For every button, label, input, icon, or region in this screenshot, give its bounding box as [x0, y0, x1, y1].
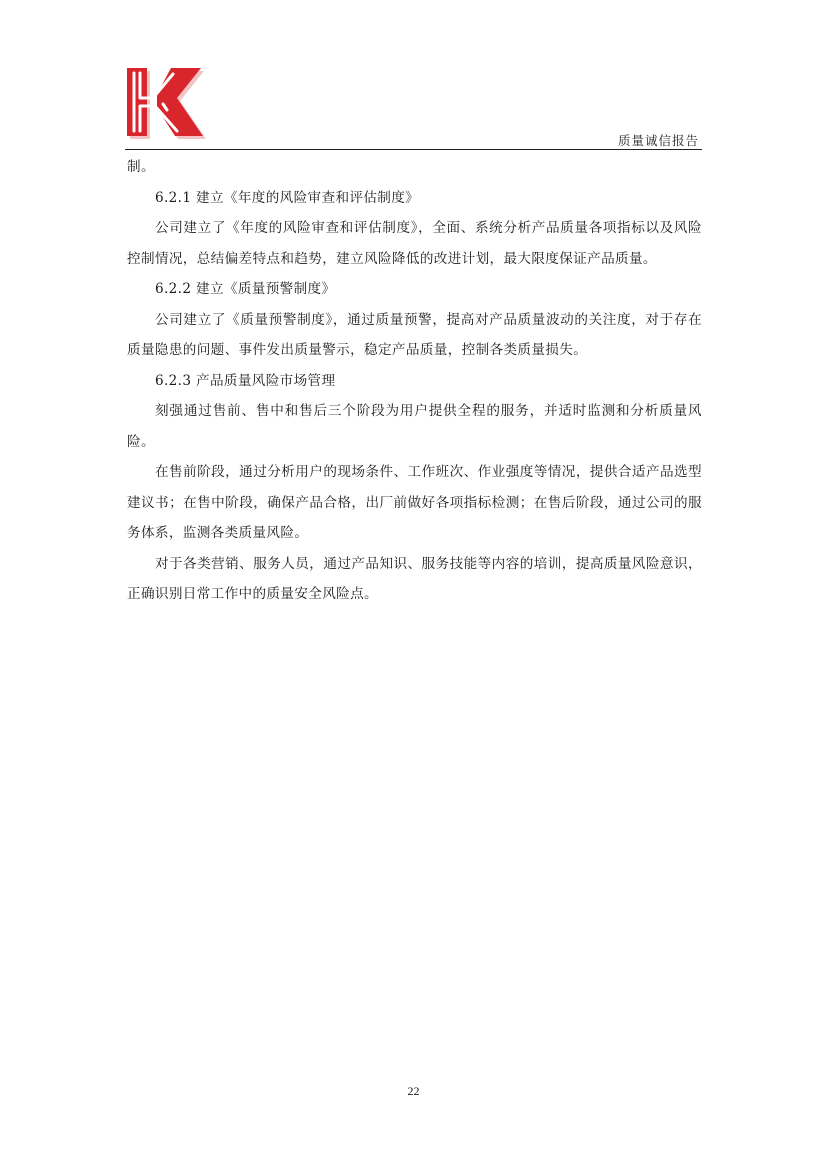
section-paragraph: 在售前阶段，通过分析用户的现场条件、工作班次、作业强度等情况，提供合适产品选型建议书；在售中阶段，确保产品合格，出厂前做好各项指标检测；在售后阶段，通过公司的服务体系，监测各类质量风险。 [127, 464, 702, 541]
report-header-title: 质量诚信报告 [617, 133, 699, 148]
continuation-text: 制。 [127, 159, 155, 175]
section-heading-6-2-1: 6.2.1 建立《年度的风险审查和评估制度》 [155, 189, 420, 206]
section-heading-6-2-2: 6.2.2 建立《质量预警制度》 [155, 281, 336, 297]
document-body [127, 152, 702, 610]
page-number: 22 [407, 1084, 420, 1098]
section-paragraph: 公司建立了《年度的风险审查和评估制度》，全面、系统分析产品质量各项指标以及风险控制情况，总结偏差特点和趋势，建立风险降低的改进计划，最大限度保证产品质量。 [127, 220, 702, 267]
company-logo [127, 68, 207, 140]
section-heading-6-2-3: 6.2.3 产品质量风险市场管理 [155, 372, 336, 389]
section-paragraph: 公司建立了《质量预警制度》，通过质量预警，提高对产品质量波动的关注度，对于存在质量隐患的问题、事件发出质量警示，稳定产品质量，控制各类质量损失。 [127, 311, 702, 358]
k-logo-icon [127, 68, 207, 140]
section-paragraph: 刻强通过售前、售中和售后三个阶段为用户提供全程的服务，并适时监测和分析质量风险。 [127, 403, 702, 450]
header-divider [125, 149, 702, 150]
section-paragraph: 对于各类营销、服务人员，通过产品知识、服务技能等内容的培训，提高质量风险意识，正确识别日常工作中的质量安全风险点。 [127, 555, 702, 602]
